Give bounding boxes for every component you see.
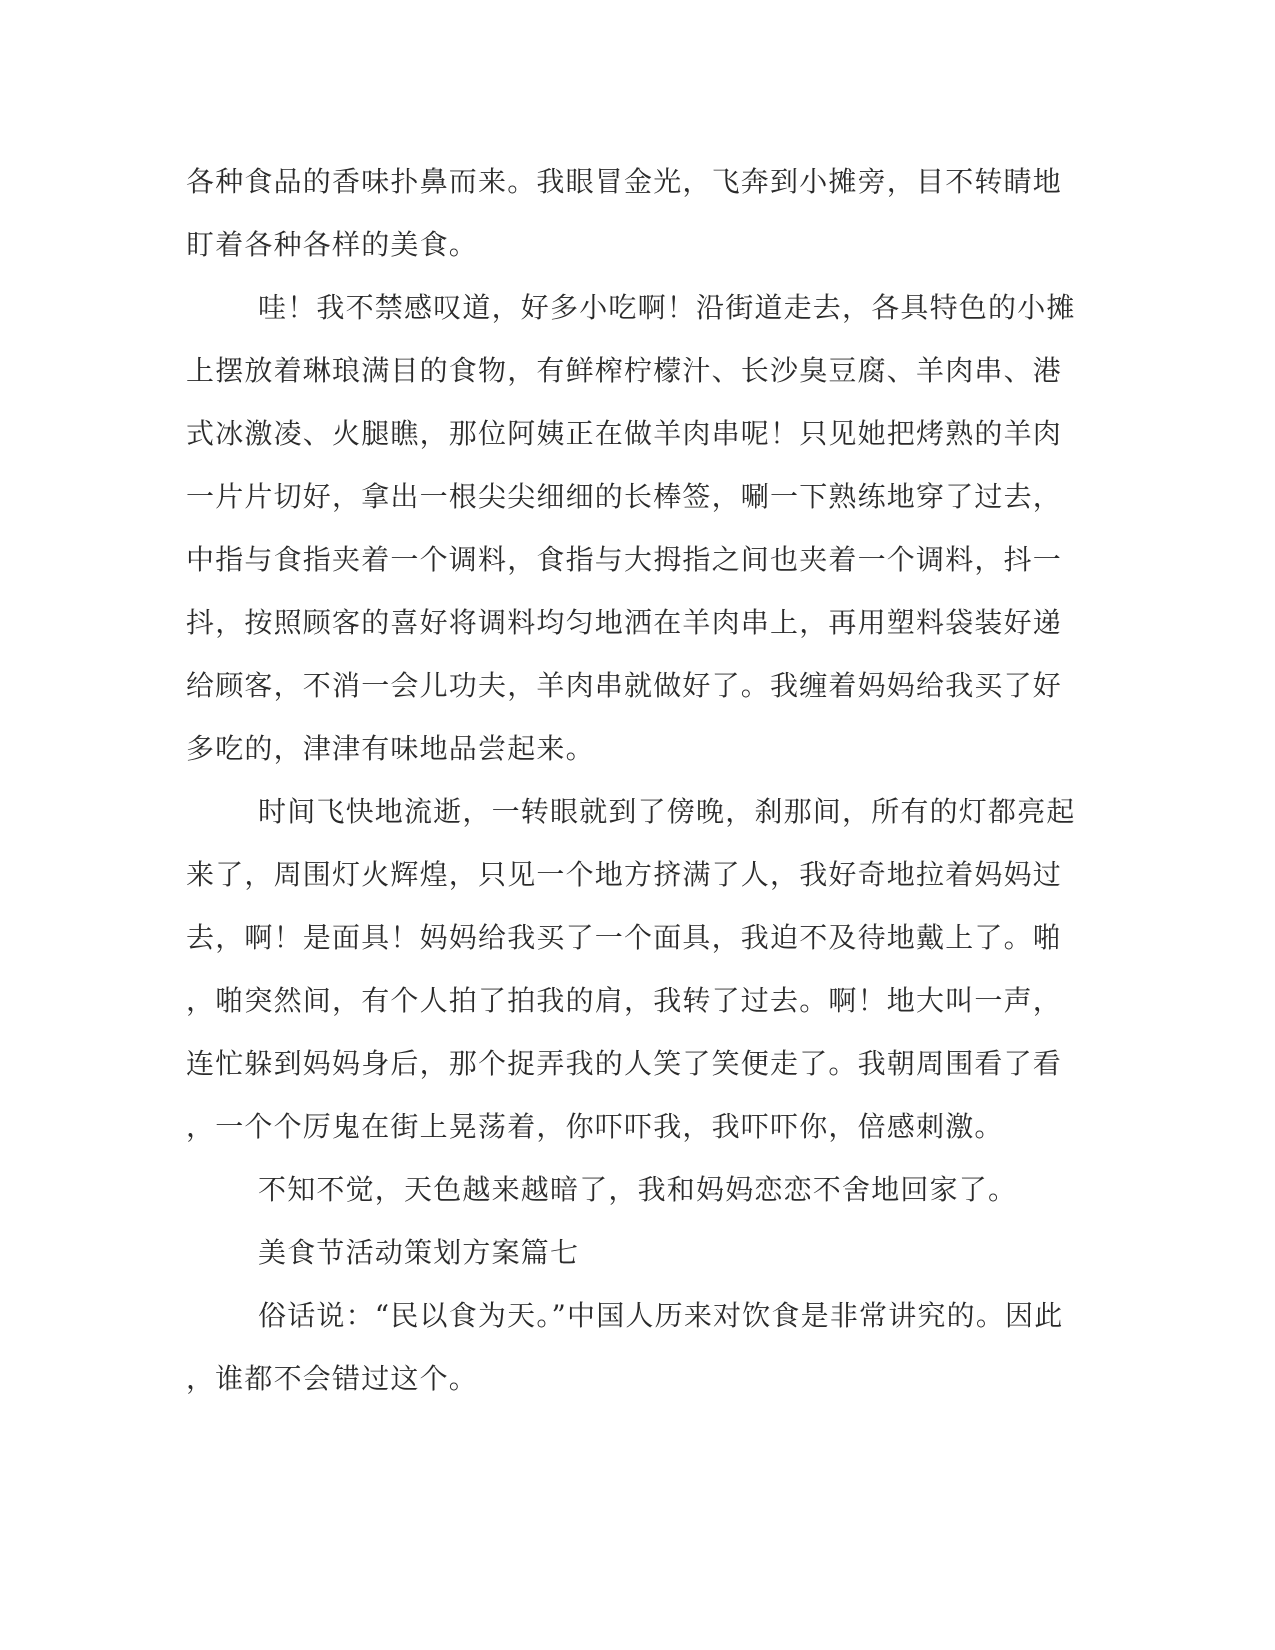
text-line: 各种食品的香味扑鼻而来。我眼冒金光，飞奔到小摊旁，目不转睛地 [186, 165, 1063, 198]
text-line: 盯着各种各样的美食。 [186, 228, 479, 261]
text-line: 不知不觉，天色越来越暗了，我和妈妈恋恋不舍地回家了。 [258, 1173, 1018, 1206]
text-line: 式冰激凌、火腿瞧，那位阿姨正在做羊肉串呢！只见她把烤熟的羊肉 [186, 417, 1063, 450]
document-body [186, 150, 1086, 1410]
text-line: ，一个个厉鬼在街上晃荡着，你吓吓我，我吓吓你，倍感刺激。 [186, 1110, 1004, 1143]
text-line: ，啪突然间，有个人拍了拍我的肩，我转了过去。啊！地大叫一声， [186, 984, 1063, 1017]
text-line: 哇！我不禁感叹道，好多小吃啊！沿街道走去，各具特色的小摊 [258, 291, 1076, 324]
text-line: 连忙躲到妈妈身后，那个捉弄我的人笑了笑便走了。我朝周围看了看 [186, 1047, 1063, 1080]
text-line: 上摆放着琳琅满目的食物，有鲜榨柠檬汁、长沙臭豆腐、羊肉串、港 [186, 354, 1063, 387]
text-line: 来了，周围灯火辉煌，只见一个地方挤满了人，我好奇地拉着妈妈过 [186, 858, 1063, 891]
text-line: 俗话说：“民以食为天。”中国人历来对饮食是非常讲究的。因此 [258, 1299, 1064, 1332]
text-line: 多吃的，津津有味地品尝起来。 [186, 732, 595, 765]
section-heading: 美食节活动策划方案篇七 [258, 1236, 580, 1269]
text-line: 中指与食指夹着一个调料，食指与大拇指之间也夹着一个调料，抖一 [186, 543, 1063, 576]
text-line: 抖，按照顾客的喜好将调料均匀地洒在羊肉串上，再用塑料袋装好递 [186, 606, 1063, 639]
text-line: 给顾客，不消一会儿功夫，羊肉串就做好了。我缠着妈妈给我买了好 [186, 669, 1063, 702]
text-line: 时间飞快地流逝，一转眼就到了傍晚，刹那间，所有的灯都亮起 [258, 795, 1076, 828]
text-line: ，谁都不会错过这个。 [186, 1362, 479, 1395]
text-line: 一片片切好，拿出一根尖尖细细的长棒签，唰一下熟练地穿了过去， [186, 480, 1063, 513]
text-line: 去，啊！是面具！妈妈给我买了一个面具，我迫不及待地戴上了。啪 [186, 921, 1063, 954]
